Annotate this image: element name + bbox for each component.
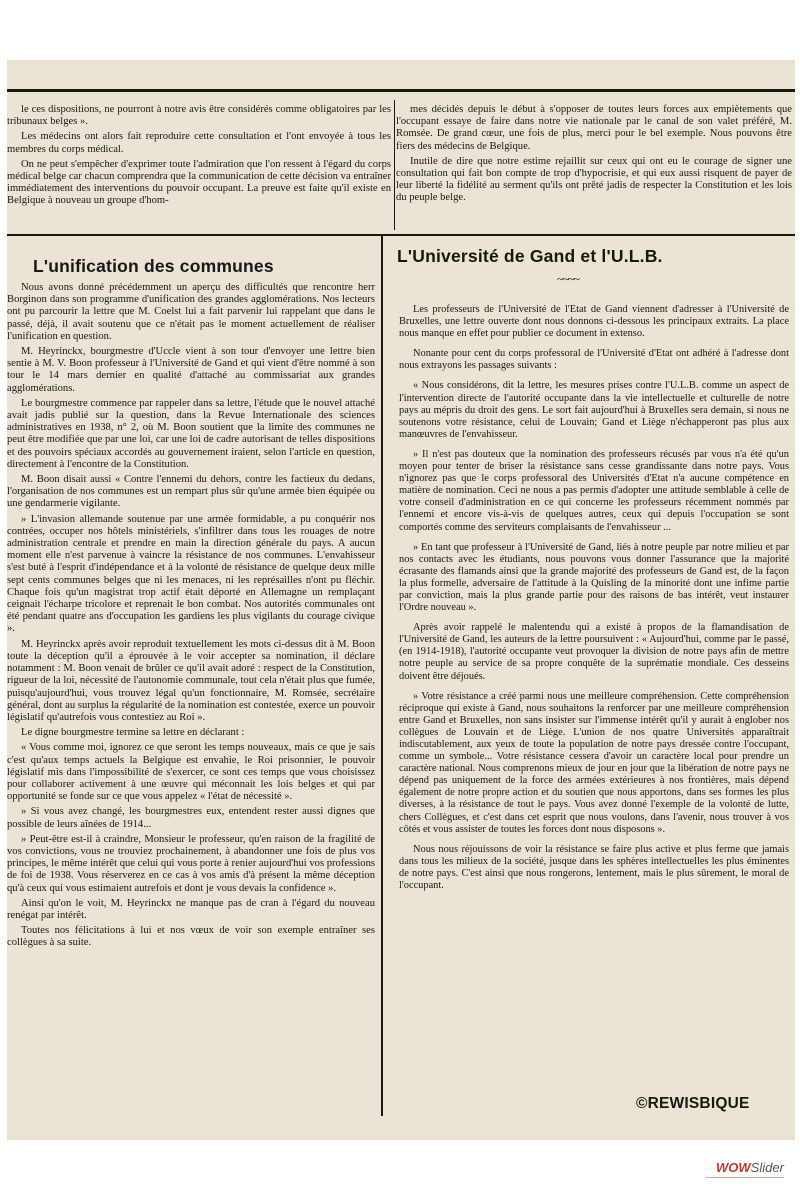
top-column-divider xyxy=(394,100,395,230)
top-left-paragraph: le ces dispositions, ne pourront à notre avis être considérés comme obligatoires par les tribunaux belges ». xyxy=(7,104,391,128)
top-left-paragraph: Les médecins ont alors fait reproduire cette consultation et l'ont envoyée à tous les membres du corps médical. xyxy=(7,131,391,155)
left-article-paragraph: Ainsi qu'on le voit, M. Heyrinckx ne manque pas de cran à l'égard du nouveau renégat par intérêt. xyxy=(7,897,375,921)
left-article-paragraph: M. Heyrinckx, bourgmestre d'Uccle vient à son tour d'envoyer une lettre bien sentie à M. V. Boon professeur à l'Université de Gand et qui vient d'être nommé à son tour le 14 mars dernier en qualité d'attaché au commissariat aux grandes agglomérations. xyxy=(7,346,375,394)
top-right-column xyxy=(396,104,792,228)
watermark-underline xyxy=(706,1177,784,1178)
left-article-paragraph: » Peut-être est-il à craindre, Monsieur le professeur, qu'en raison de la fragilité de vos convictions, vous ne trouviez prochainement, à abandonner une fois de plus vos principes, le même intérêt que celui qui vous porte à renier aujourd'hui vos professions de foi de 1938. Vous réserverez en ce cas à vos amis d'à présent la même déception qu'à ceux qui vous estimaient autrefois et dont je vous devais la confidence ». xyxy=(7,833,375,894)
right-article-paragraph: » En tant que professeur à l'Université de Gand, liés à notre peuple par notre milieu et par nos contacts avec les étudiants, nous pouvons vous donner l'assurance que la majorité écrasante des flamands ainsi que la grande majorité des professeurs de Gand est, de la façon la plus formelle, adversaire de l'attitude à la Quisling de la minorité dont une infime partie par conviction, mais la plus grande partie pour des raisons de bas intérêt, veut instaurer l'Ordre nouveau ». xyxy=(399,541,789,614)
copyright-credit: ©REWISBIQUE xyxy=(636,1095,750,1112)
right-article-paragraph: » Il n'est pas douteux que la nomination des professeurs récusés par vous n'a été qu'un moyen pour tenter de briser la résistance sans cesse grandissante dans notre pays. Vous n'ignorez pas que le corps professoral des Universités d'Etat n'a aucune compétence en matière de nomination. Ceci ne nous a pas permis d'adopter une attitude semblable à celle de votre conseil d'administration en ce qui concerne les professeurs récemment nommés par l'ennemi et encore vis-à-vis de quelques autres, ceux qui depuis l'occupation se sont comportés comme des serviteurs complaisants de l'envahisseur ... xyxy=(399,448,789,533)
left-article-body xyxy=(7,282,375,1137)
top-right-paragraph: mes décidés depuis le début à s'opposer de toutes leurs forces aux empiètements que l'occupant essaye de faire dans notre vie nationale par le canal de son valet préféré, M. Romsée. De grand cœur, une fois de plus, merci pour le bel exemple. Nous pouvons être fiers des médecins de Belgique. xyxy=(396,104,792,152)
right-article-paragraph: Nous nous réjouissons de voir la résistance se faire plus active et plus ferme que jamais dans tous les milieux de la société, jusque dans les sphères intellectuelles les plus éminentes de notre pays. C'est ainsi que nous rongerons, lentement, mais le plus sûrement, le moral de l'occupant. xyxy=(399,843,789,892)
left-article-paragraph: Nous avons donné précédemment un aperçu des difficultés que rencontre herr Borginon dans son programme d'unification des grandes agglomérations. Nos lecteurs ont pu parcourir la lettre que M. Coelst lui a fait parvenir lui rappelant que dans le passé, déjà, il avait soutenu que ce n'était pas le moment actuellement de réaliser l'unification en question. xyxy=(7,282,375,342)
left-article-paragraph: Le digne bourgmestre termine sa lettre en déclarant : xyxy=(21,727,245,739)
left-article-paragraph: Toutes nos félicitations à lui et nos vœux de voir son exemple entraîner ses collègues à sa suite. xyxy=(7,925,375,949)
top-rule xyxy=(7,89,795,92)
watermark-logo xyxy=(716,1160,784,1175)
left-article-paragraph: M. Heyrinckx après avoir reproduit textuellement les mots ci-dessus dit à M. Boon toute la déception qu'il a éprouvée à le voir accepter sa nomination, il déclare notamment : M. Boon venait de brûler ce qu'il avait adoré : respect de la Constitution, rigueur de la loi, nécessité de l'autonomie communale, tout cela n'était plus que fumée, puisqu'aujourd'hui, vous trouvez légal qu'un fonctionnaire, M. Romsée, secrétaire général, dont au surplus la régularité de la nomination est contestée, exerce un pouvoir législatif qu'autrefois vous contestiez au Roi ». xyxy=(7,638,375,723)
watermark-part1: WOW xyxy=(716,1160,751,1175)
top-left-paragraph: On ne peut s'empêcher d'exprimer toute l'admiration que l'on ressent à l'égard du corps médical belge car chacun comprendra que la communication de cette décision va entraîner immédiatement des interventions du pouvoir occupant. La preuve est faite qu'il existe en Belgique à nouveau un groupe d'hom- xyxy=(7,158,391,207)
watermark-part2: Slider xyxy=(750,1160,784,1175)
right-article-body xyxy=(399,304,789,1137)
right-article-title: L'Université de Gand et l'U.L.B. xyxy=(397,246,663,266)
left-article-paragraph: » Si vous avez changé, les bourgmestres eux, entendent rester aussi dignes que possible de leurs aînées de 1914... xyxy=(7,806,375,830)
newspaper-page xyxy=(7,60,795,1140)
right-article-paragraph: Nonante pour cent du corps professoral de l'Université d'Etat ont adhéré à l'adresse dont nous extrayons les passages suivants : xyxy=(399,348,789,372)
left-article-title: L'unification des communes xyxy=(33,256,274,276)
section-separator-rule xyxy=(7,234,795,236)
top-left-column xyxy=(7,104,391,228)
title-ornament: ~~~~ xyxy=(557,272,579,286)
right-article-paragraph: « Nous considérons, dit la lettre, les mesures prises contre l'U.L.B. comme un aspect de l'intervention directe de l'autorité occupante dans la vie intellectuelle et culturelle de notre pays au mépris du droit des gens. Le sort fait aujourd'hui à Bruxelles sera demain, si nous ne soutenons votre résistance, celui de Louvain; Gand et Liège n'échapperont pas plus aux manœuvres de l'envahisseur. xyxy=(399,380,789,440)
right-article-paragraph: » Votre résistance a créé parmi nous une meilleure compréhension. Cette compréhension réciproque qui existe à Gand, nous souhaitons la renforcer par une meilleure compréhension entre Gand et Bruxelles, non sans insister sur l'immense intérêt qu'il y aurait à englober nos collègues de Louvain et de Liège. L'union de nos quatre Universités apparaîtrait indiscutablement, aux yeux de toute la population de notre pays dressée contre l'occupant, comme un symbole... Votre résistance cessera d'avoir un caractère local pour prendre un caractère national. Nous comprenons mieux de jour en jour que la libération de notre pays ne dépend pas uniquement de la force des armées extérieures à nos frontières, mais dépend également de notre propre action et du soutien que nous apportons, dans ses formes les plus diverses, à la résistance de tout le pays. Vous avez donné l'exemple de la volonté de lutte, chers Collègues, et c'est dans cet esprit que nous voulons, dans l'avenir, nous trouver à vos côtés et vous assister de toutes les forces dont nous disposons ». xyxy=(399,690,789,835)
left-article-paragraph: M. Boon disait aussi « Contre l'ennemi du dehors, contre les factieux du dedans, l'organisation de nos communes est un rempart plus sûr qu'une armée bien équipée ou une gendarmerie vigilante. xyxy=(7,474,375,510)
left-article-paragraph: » L'invasion allemande soutenue par une armée formidable, a pu conquérir nos contrées, occuper nos hôtels ministériels, s'infiltrer dans tous les rouages de notre administration centrale et prendre en main la direction générale du pays. A aucun moment elle n'est parvenue à vaincre la résistance de nos communes. L'envahisseur s'est buté à l'esprit d'indépendance et à la volonté de résistance de quelque deux mille sept cents communes belges que ni les menaces, ni les représailles n'ont pu fléchir. Chaque fois qu'un magistrat trop actif était déporté en Allemagne un remplaçant ceignait l'écharpe tricolore et reprenait le bon combat. Nos autorités communales ont été pendant quatre ans d'occupation les gardiens les plus vigilants du courage civique ». xyxy=(7,513,375,635)
top-right-paragraph: Inutile de dire que notre estime rejaillit sur ceux qui ont eu le courage de signer une consultation qui fait bon compte de trop d'hypocrisie, et qui eux aussi risquent de payer de leur liberté la fidélité au serment qu'ils ont prêté jadis de respecter la Constitution et les lois du peuple belge. xyxy=(396,155,792,204)
right-article-paragraph: Après avoir rappelé le malentendu qui a existé à propos de la flamandisation de l'Université de Gand, les auteurs de la lettre poursuivent : « Aujourd'hui, comme par le passé, (en 1914-1918), l'autorité occupante veut provoquer la division de notre pays afin de mettre notre peuple au service de sa propre conquête de la suprématie mondiale. Ces desseins doivent être déjoués. xyxy=(399,622,789,682)
right-article-paragraph: Les professeurs de l'Université de l'Etat de Gand viennent d'adresser à l'Université de Bruxelles, une lettre ouverte dont nous donnons ci-dessous les principaux extraits. La place nous manque en effet pour publier ce document in extenso. xyxy=(399,304,789,340)
main-column-divider xyxy=(381,236,383,1116)
left-article-paragraph: « Vous comme moi, ignorez ce que seront les temps nouveaux, mais ce que je sais c'est qu'aux temps actuels la Belgique est envahie, le Roi prisonnier, le pouvoir législatif mis dans l'impossibilité de s'exercer, ce sont ces temps que vous choisissez pour collaborer activement à une œuvre qui méconnait les lois belges et qui par opportunité se fonde sur ce que vous appelez « l'état de nécessité ». xyxy=(7,742,375,803)
left-article-paragraph: Le bourgmestre commence par rappeler dans sa lettre, l'étude que le nouvel attaché avait jadis publié sur la question, dans la Revue Internationale des sciences administratives en 1938, n° 2, où M. Boon soutient que la limite des communes ne peut être modifiée que par une loi, car une loi de cadre autorisant de telles dispositions et des pouvoirs spéciaux accordés au gouvernement iraient, selon l'article en question, directement à l'encontre de la Constitution. xyxy=(7,397,375,470)
